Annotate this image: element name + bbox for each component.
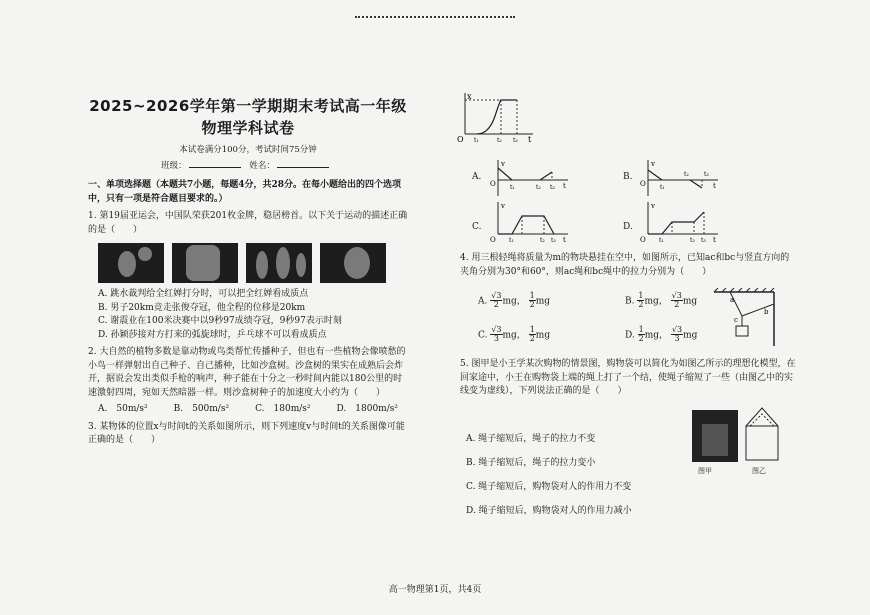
- section1-heading: 一、单项选择题（本题共7小题，每题4分，共28分。在每小题给出的四个选项中，只有一项是符合题目要求的。）: [88, 180, 402, 204]
- graph-c-t3: t₃: [551, 237, 556, 244]
- graph-a-t2: t₂: [536, 184, 541, 191]
- graph-b-t2: t₂: [684, 171, 689, 178]
- xt-t1: t₁: [474, 137, 479, 142]
- graph-d-axis-t: t: [713, 236, 716, 244]
- exam-title-line1: 2025~2026学年第一学期期末考试高一年级: [89, 97, 407, 115]
- top-dotted-mark: [355, 16, 515, 21]
- xt-t2: t₂: [497, 137, 502, 142]
- q1-photos: [98, 243, 408, 283]
- xt-axis-x: x: [467, 92, 472, 101]
- q5-options: [466, 428, 686, 523]
- q3-graph-c: [490, 200, 570, 244]
- q5-stem: 5. 图甲是小王学某次购物的情景图，购物袋可以简化为如图乙所示的理想化模型，在回家途中，小王在购物袋上端的绳上打了一个结，使绳子缩短了一些（由图乙中的实线变为虚线），下列说法正确的是（ ）: [460, 359, 796, 396]
- q4-rope-diagram: [712, 288, 778, 348]
- page-footer: 高一物理第1页，共4页: [388, 585, 482, 595]
- question-5: [460, 358, 796, 399]
- q3-graph-d: [640, 200, 720, 244]
- q2-option-d: D. 1800m/s²: [336, 404, 398, 414]
- q2-option-c: C. 180m/s²: [255, 404, 311, 414]
- name-blank[interactable]: [277, 159, 329, 168]
- rope-label-a: a: [730, 296, 735, 304]
- q3-stem: 3. 某物体的位置x与时间t的关系如图所示，则下列速度v与时间t的关系图像可能正确的是（ ）: [88, 421, 405, 445]
- graph-d-t3: t₃: [701, 237, 706, 244]
- q5-option-d: D. 绳子缩短后，购物袋对人的作用力减小: [466, 505, 632, 516]
- q5-option-c: C. 绳子缩短后，购物袋对人的作用力不变: [466, 481, 632, 492]
- question-1: [88, 210, 408, 342]
- q1-option-c: C. 谢震业在100米决赛中以9秒97成绩夺冠，9秒97表示时刻: [98, 316, 342, 326]
- graph-a-origin: O: [490, 180, 496, 188]
- photo-race-walker: [172, 243, 238, 283]
- name-label: 姓名：: [249, 161, 275, 172]
- q5-bag-model: [742, 404, 782, 462]
- q2-option-a: A. 50m/s²: [98, 404, 148, 414]
- q2-option-b: B. 500m/s²: [173, 404, 230, 414]
- q1-option-b: B. 男子20km竞走张俊夺冠，他全程的位移是20km: [98, 302, 306, 313]
- graph-d-t2: t₂: [690, 237, 695, 244]
- q5-option-b: B. 绳子缩短后，绳子的拉力变小: [466, 457, 596, 468]
- q3-graph-a-label: A.: [472, 172, 482, 182]
- graph-a-t1: t₁: [510, 184, 515, 191]
- photo-sprinter: [246, 243, 312, 283]
- class-blank[interactable]: [189, 159, 241, 168]
- q5-photo-bag: [692, 410, 738, 462]
- photo-diver: [98, 243, 164, 283]
- q5-option-a: A. 绳子缩短后，绳子的拉力不变: [466, 434, 596, 444]
- graph-a-axis-t: t: [563, 182, 566, 190]
- q4-option-a: A. $\frac{√3}{2}mg$， $\frac{1}{2}mg$: [478, 291, 551, 310]
- q3-graph-a: [490, 158, 570, 198]
- q3-xt-graph: [455, 90, 535, 142]
- graph-b-axis-v: v: [651, 160, 655, 168]
- q1-stem: 1. 第19届亚运会，中国队荣获201枚金牌，稳居榜首。以下关于运动的描述正确的是（ ）: [88, 211, 408, 235]
- q3-graph-b-label: B.: [623, 172, 633, 182]
- rope-label-c: c: [734, 316, 738, 324]
- q4-stem: 4. 用三根轻绳将质量为m的物块悬挂在空中，如图所示，已知ac和bc与竖直方向的夹角分别为30°和60°，则ac绳和bc绳中的拉力分别为（ ）: [460, 253, 790, 277]
- class-label: 班级：: [161, 161, 187, 172]
- photo-table-tennis: [320, 243, 386, 283]
- q1-option-a: A. 跳水裁判给全红婵打分时，可以把全红婵看成质点: [98, 289, 309, 299]
- graph-b-t1: t₁: [660, 184, 665, 191]
- graph-b-axis-t: t: [713, 182, 716, 190]
- question-2: [88, 346, 408, 417]
- graph-d-axis-v: v: [651, 202, 655, 210]
- rope-label-b: b: [764, 308, 769, 316]
- xt-origin: O: [457, 135, 464, 142]
- q1-option-d: D. 孙颖莎接对方打来的弧旋球时，乒乓球不可以看成质点: [98, 329, 327, 340]
- left-column: [88, 96, 408, 448]
- xt-axis-t: t: [528, 135, 532, 142]
- graph-d-t1: t₁: [659, 237, 664, 244]
- exam-meta: 本试卷满分100分，考试时间75分钟: [179, 144, 317, 155]
- student-info: [88, 159, 408, 173]
- graph-a-axis-v: v: [501, 160, 505, 168]
- graph-d-origin: O: [640, 236, 646, 244]
- fig-jia-caption: 图甲: [698, 467, 712, 475]
- q4-option-d: D. $\frac{1}{2}mg$， $\frac{√3}{3}mg$: [625, 325, 698, 344]
- graph-a-t3: t₃: [550, 184, 555, 191]
- question-3: [88, 421, 408, 448]
- q4-option-c: C. $\frac{√3}{3}mg$， $\frac{1}{2}mg$: [478, 325, 551, 344]
- q2-stem: 2. 大自然的植物多数是靠动物或鸟类帮忙传播种子，但也有一些植物会像喷愁的小鸟一样弹射出自己种子、自己播种，比如沙盒树。沙盒树的果实在成熟后会炸开，据说会发出类似手枪的响声，种子能在十分之一秒时间内能以180公里的时速激射四周，宛如天然暗器一样。则沙盒树种子的加速度大小约为（ ）: [88, 347, 406, 398]
- q3-graph-c-label: C.: [472, 222, 482, 232]
- q2-options: [98, 403, 398, 417]
- graph-c-t2: t₂: [540, 237, 545, 244]
- fig-yi-caption: 图乙: [752, 467, 766, 475]
- q3-graph-d-label: D.: [623, 222, 633, 232]
- q3-graph-b: [640, 158, 720, 198]
- graph-c-origin: O: [490, 236, 496, 244]
- q4-option-b: B. $\frac{1}{2}mg$， $\frac{√3}{2}mg$: [625, 291, 698, 310]
- graph-c-axis-t: t: [563, 236, 566, 244]
- graph-b-origin: O: [640, 180, 646, 188]
- graph-b-t3: t₃: [704, 171, 709, 178]
- xt-t3: t₃: [513, 137, 518, 142]
- exam-title-line2: 物理学科试卷: [201, 118, 295, 137]
- graph-c-axis-v: v: [501, 202, 505, 210]
- graph-c-t1: t₁: [509, 237, 514, 244]
- question-4: [460, 252, 795, 279]
